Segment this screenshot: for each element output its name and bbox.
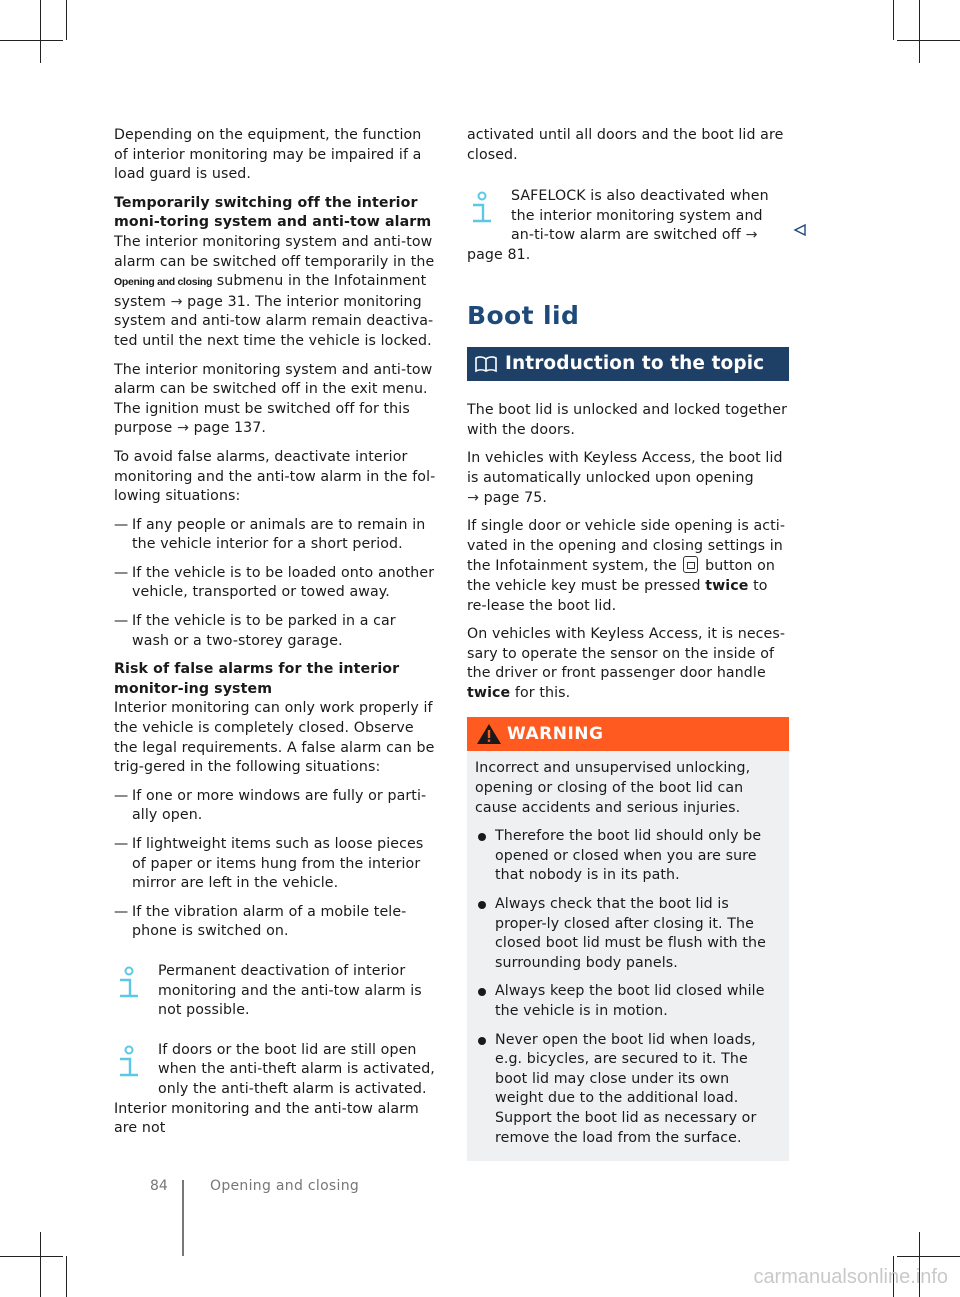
- arrow-right-icon: →: [170, 293, 183, 310]
- warning-label: WARNING: [507, 723, 604, 744]
- page-link[interactable]: page 81: [467, 246, 526, 263]
- crop-mark: [40, 0, 41, 63]
- topic-header: [467, 347, 789, 381]
- situation-list: [114, 516, 436, 652]
- paragraph: Depending on the equipment, the function of interior monitoring may be impaired if a load guard is used.: [114, 127, 422, 183]
- topic-title: Introduction to the topic: [505, 353, 765, 375]
- list-item: — If one or more windows are fully or parti-ally open.: [114, 787, 436, 826]
- arrow-right-icon: →: [745, 227, 758, 244]
- paragraph: The boot lid is unlocked and locked together with the doors.: [467, 402, 788, 438]
- page-link[interactable]: page 31: [187, 293, 246, 310]
- subheading: Temporarily switching off the interior moni-toring system and anti-tow alarm: [114, 194, 432, 231]
- warning-body: [467, 751, 789, 1161]
- arrow-right-icon: →: [176, 420, 189, 437]
- crop-mark: [66, 0, 67, 40]
- paragraph: If single door or vehicle side opening is acti-vated in the opening and closing settings in the Infotainment system, the button on the vehicle key must be pressed twice to re-lease the boot lid.: [467, 518, 786, 614]
- paragraph: Interior monitoring can only work properly if the vehicle is completely closed. Observe the legal requirements. A false alarm can be trig-gered in the following situations:: [114, 700, 435, 776]
- page-link[interactable]: page 137: [193, 420, 262, 437]
- subheading: Risk of false alarms for the interior monitor-ing system: [114, 661, 400, 697]
- paragraph: The interior monitoring system and anti-tow alarm can be switched off in the exit menu. The ignition must be switched off for this purpose → page 137.: [114, 361, 433, 437]
- watermark: carmanualsonline.info: [753, 1266, 948, 1288]
- list-item: — If lightweight items such as loose pieces of paper or items hung from the interior mirror are left in the vehicle.: [114, 835, 436, 894]
- info-note: Permanent deactivation of interior monitoring and the anti-tow alarm is not possible.: [114, 962, 436, 1021]
- list-item: Never open the boot lid when loads, e.g. bicycles, are secured to it. The boot lid may close under its own weight due to the additional load. Support the boot lid as necessary or remove the load from the surface.: [475, 1031, 779, 1149]
- crop-mark: [66, 1256, 67, 1297]
- paragraph: activated until all doors and the boot lid are closed.: [467, 127, 784, 163]
- false-alarm-list: [114, 787, 436, 942]
- list-item: Always keep the boot lid closed while the vehicle is in motion.: [475, 982, 779, 1021]
- section-title: Boot lid: [467, 300, 580, 330]
- menu-name: Opening and closing: [114, 276, 213, 289]
- paragraph: To avoid false alarms, deactivate interior monitoring and the anti-tow alarm in the fol-lowing situations:: [114, 448, 436, 505]
- chapter-title: Opening and closing: [210, 1178, 360, 1194]
- end-of-section-icon: [793, 224, 807, 236]
- info-note: SAFELOCK is also deactivated when the interior monitoring system and an-ti-tow alarm are switched off → page 81.: [467, 188, 769, 263]
- info-icon: [467, 191, 497, 227]
- info-note: If doors or the boot lid are still open when the anti-theft alarm is activated, only the anti-theft alarm is activated. Interior monitoring and the anti-tow alarm are not: [114, 1041, 435, 1137]
- footer-divider: [182, 1180, 184, 1256]
- paragraph: In vehicles with Keyless Access, the boot lid is automatically unlocked upon opening → page 75.: [467, 450, 783, 506]
- warning-intro: Incorrect and unsupervised unlocking, opening or closing of the boot lid can cause accidents and serious injuries.: [475, 760, 751, 816]
- info-icon: [114, 966, 144, 1002]
- list-item: Always check that the boot lid is proper-ly closed after closing it. The closed boot lid must be flush with the surrounding body panels.: [475, 895, 779, 973]
- warning-triangle-icon: [475, 722, 503, 746]
- crop-mark: [919, 0, 920, 63]
- warning-list: [475, 827, 779, 1148]
- warning-header: [467, 717, 789, 751]
- list-item: — If any people or animals are to remain in the vehicle interior for a short period.: [114, 516, 436, 555]
- arrow-right-icon: →: [467, 489, 479, 506]
- page-link[interactable]: page 75: [483, 489, 543, 506]
- list-item: — If the vehicle is to be loaded onto another vehicle, transported or towed away.: [114, 564, 436, 603]
- right-column: [467, 126, 789, 1161]
- info-icon: [114, 1045, 144, 1081]
- paragraph: On vehicles with Keyless Access, it is neces-sary to operate the sensor on the inside of the driver or front passenger door handle twice for this.: [467, 626, 786, 701]
- paragraph: The interior monitoring system and anti-tow alarm can be switched off temporarily in the Opening and closing submenu in the Infotainment system → page 31. The interior monitoring system and anti-tow alarm remain deactiva-ted until the next time the vehicle is locked.: [114, 233, 435, 349]
- book-icon: [475, 355, 497, 373]
- crop-mark: [0, 40, 63, 41]
- boot-lid-key-icon: [683, 556, 698, 573]
- list-item: Therefore the boot lid should only be opened or closed when you are sure that nobody is in its path.: [475, 827, 779, 886]
- list-item: — If the vibration alarm of a mobile tele-phone is switched on.: [114, 903, 436, 942]
- left-column: [114, 126, 436, 1151]
- list-item: — If the vehicle is to be parked in a car wash or a two-storey garage.: [114, 612, 436, 651]
- page-footer: [0, 1178, 960, 1258]
- crop-mark: [897, 40, 960, 41]
- page-number: 84: [150, 1178, 168, 1194]
- crop-mark: [893, 0, 894, 40]
